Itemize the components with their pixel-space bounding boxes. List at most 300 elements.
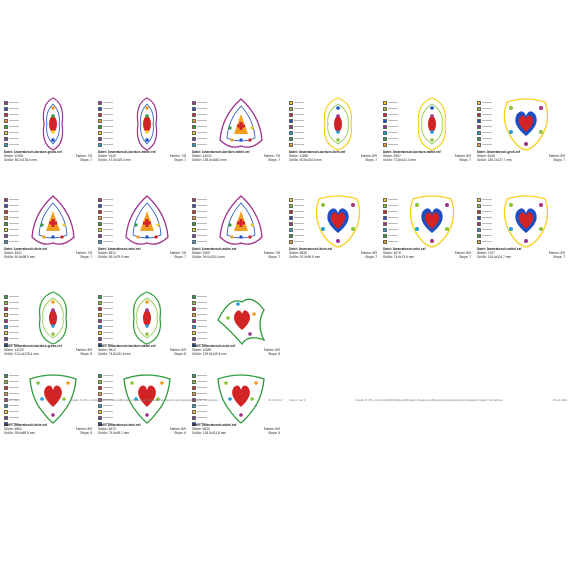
stop-count: Stops: 7 — [365, 157, 377, 162]
thread-color-swatch — [98, 142, 116, 147]
thread-color-swatch — [383, 197, 401, 202]
thread-color-swatch — [98, 330, 116, 335]
design-filename: Datei: 2marrakesch-bordure-mittel.exf — [98, 344, 156, 348]
stop-count: Stops: 7 — [268, 157, 280, 162]
design-filename: Datei: 3marrakesch-mini.exf — [383, 247, 426, 251]
thread-color-swatch — [98, 391, 116, 396]
thread-color-list — [98, 197, 116, 245]
stitch-count: Stiche: 5830 — [192, 426, 210, 431]
color-count: Farben: 7/8 — [169, 153, 186, 158]
thread-color-swatch — [383, 221, 401, 226]
design-filename: Datei: 3marrakesch-groß.exf — [477, 150, 521, 154]
thread-color-swatch — [289, 209, 307, 214]
embroidery-motif — [309, 96, 367, 152]
stitch-count: Stiche: 9612 — [98, 347, 116, 352]
thread-color-swatch — [383, 209, 401, 214]
design-info — [98, 345, 186, 357]
stitch-count: Stiche: 9140 — [98, 153, 116, 158]
thread-color-swatch — [4, 203, 22, 208]
thread-color-swatch — [192, 330, 210, 335]
thread-color-swatch — [98, 403, 116, 408]
embroidery-motif — [24, 193, 82, 249]
footer-source-path: Quelle: D:\FS_Jennifer\1\MNR\Stickerei\Bordalex-Kreationen\Marokkos\marrakesch-set\marrakesch applic Verzeichnis — [70, 398, 218, 402]
design-card — [188, 94, 280, 162]
stop-count: Stops: 7 — [174, 157, 186, 162]
design-filename: Datei: 1marrakesch-bordure-mittel.exf — [98, 150, 156, 154]
thread-color-list — [289, 197, 307, 245]
thread-color-swatch — [4, 142, 22, 147]
thread-color-swatch — [98, 118, 116, 123]
thread-color-list — [477, 100, 495, 148]
thread-color-swatch — [192, 385, 210, 390]
color-count: Farben: 8/9 — [548, 250, 565, 255]
color-count: Farben: 7/8 — [263, 153, 280, 158]
thread-color-swatch — [4, 215, 22, 220]
thread-color-swatch — [192, 336, 210, 341]
thread-color-swatch — [192, 233, 210, 238]
design-card — [473, 191, 565, 259]
design-info — [4, 151, 92, 163]
design-filename: Datei: 1marrakesch-bordure-mittel.exf — [192, 150, 250, 154]
color-count: Farben: 8/9 — [263, 347, 280, 352]
design-size: Größe: 95.6x89.5 mm — [4, 430, 36, 435]
thread-color-swatch — [4, 221, 22, 226]
thread-color-swatch — [4, 233, 22, 238]
stop-count: Stops: 7 — [365, 254, 377, 259]
stitch-count: Stiche: 11994 — [4, 153, 24, 158]
thread-color-swatch — [4, 385, 22, 390]
thread-color-swatch — [98, 312, 116, 317]
footer-page-number: Seite 2 von 2 — [289, 398, 306, 402]
thread-color-swatch — [477, 239, 495, 244]
embroidery-motif — [212, 369, 270, 425]
stitch-count: Stiche: 5635 — [289, 250, 307, 255]
thread-color-swatch — [98, 209, 116, 214]
thread-color-swatch — [98, 100, 116, 105]
thread-color-swatch — [289, 112, 307, 117]
thread-color-swatch — [383, 203, 401, 208]
thread-color-swatch — [477, 227, 495, 232]
thread-color-swatch — [98, 318, 116, 323]
embroidery-motif — [497, 96, 555, 152]
embroidery-motif — [212, 193, 270, 249]
design-size: Größe: 74.6x74.6 mm — [383, 254, 415, 259]
design-info — [289, 248, 377, 260]
thread-color-swatch — [192, 136, 210, 141]
stop-count: Stops: 8 — [268, 351, 280, 356]
thread-color-swatch — [192, 227, 210, 232]
design-size: Größe: 80.6x98.9 mm — [4, 254, 36, 259]
thread-color-swatch — [192, 124, 210, 129]
design-filename: Datei: 2marrakesch-klein.exf — [4, 423, 48, 427]
stop-count: Stops: 8 — [174, 430, 186, 435]
footer-date: 23.12.2012 — [552, 398, 567, 402]
thread-color-swatch — [192, 100, 210, 105]
color-count: Farben: 8/9 — [454, 153, 471, 158]
stop-count: Stops: 7 — [553, 157, 565, 162]
thread-color-list — [192, 197, 210, 245]
page-footer — [4, 398, 282, 402]
thread-color-swatch — [4, 391, 22, 396]
color-count: Farben: 7/8 — [75, 153, 92, 158]
thread-color-list — [4, 294, 22, 348]
thread-color-swatch — [4, 312, 22, 317]
embroidery-motif — [118, 369, 176, 425]
thread-color-swatch — [98, 385, 116, 390]
thread-color-swatch — [383, 142, 401, 147]
thread-color-swatch — [4, 100, 22, 105]
thread-color-swatch — [4, 409, 22, 414]
design-size: Größe: 99.0x120.4 mm — [192, 254, 225, 259]
stitch-count: Stiche: 8108 — [477, 153, 495, 158]
thread-color-swatch — [477, 142, 495, 147]
thread-color-swatch — [477, 130, 495, 135]
design-size: Größe: 74.8x131.6 mm — [98, 351, 131, 356]
thread-color-swatch — [98, 294, 116, 299]
embroidery-motif — [24, 290, 82, 346]
design-card — [285, 94, 377, 162]
thread-color-swatch — [4, 124, 22, 129]
design-size: Größe: 74.6x69.1 mm — [98, 430, 130, 435]
thread-color-swatch — [383, 100, 401, 105]
thread-color-swatch — [192, 324, 210, 329]
design-size: Größe: 60.8x154.6 mm — [289, 157, 322, 162]
thread-color-swatch — [4, 324, 22, 329]
thread-color-swatch — [192, 142, 210, 147]
thread-color-swatch — [98, 233, 116, 238]
color-count: Farben: 8/9 — [169, 347, 186, 352]
design-filename: Datei: 2marrakesch-mittel.exf — [192, 423, 237, 427]
thread-color-swatch — [192, 300, 210, 305]
thread-color-swatch — [192, 403, 210, 408]
embroidery-motif — [212, 290, 270, 346]
thread-color-swatch — [4, 130, 22, 135]
thread-color-swatch — [192, 379, 210, 384]
thread-color-swatch — [289, 227, 307, 232]
design-info — [192, 248, 280, 260]
thread-color-swatch — [98, 215, 116, 220]
thread-color-swatch — [192, 415, 210, 420]
design-filename: Datei: 3marrakesch-klein.exf — [289, 247, 333, 251]
thread-color-swatch — [4, 106, 22, 111]
thread-color-swatch — [477, 209, 495, 214]
thread-color-swatch — [477, 203, 495, 208]
thread-color-swatch — [289, 215, 307, 220]
design-size: Größe: 128.0x111.8 mm — [192, 430, 227, 435]
thread-color-swatch — [192, 209, 210, 214]
thread-color-swatch — [98, 336, 116, 341]
footer-source-path: Quelle: D:\FS_Jennifer\1\MNR\Stickerei\Bordalex-Kreationen\Marokkos\marrakesch-set\marrakesch applic Verzeichnis — [355, 398, 503, 402]
design-info — [98, 248, 186, 260]
stop-count: Stops: 8 — [80, 430, 92, 435]
thread-color-list — [383, 100, 401, 148]
design-card — [285, 191, 377, 259]
design-size: Größe: 115.4x114.7 mm — [477, 254, 512, 259]
thread-color-swatch — [98, 227, 116, 232]
embroidery-motif — [403, 193, 461, 249]
design-card — [94, 288, 186, 356]
design-filename: Datei: 2marrakesch-bordure-gross.exf — [4, 344, 62, 348]
color-count: Farben: 8/9 — [169, 426, 186, 431]
thread-color-swatch — [477, 124, 495, 129]
thread-color-swatch — [477, 215, 495, 220]
thread-color-swatch — [477, 112, 495, 117]
footer-page-number: Seite 1 von 2 — [4, 398, 21, 402]
footer-date: 23.12.2012 — [267, 398, 282, 402]
thread-color-swatch — [289, 203, 307, 208]
stitch-count: Stiche: 7107 — [477, 250, 495, 255]
design-filename: Datei: 3marrakesch-bordure-klein.exf — [289, 150, 346, 154]
color-count: Farben: 8/9 — [360, 153, 377, 158]
design-card — [379, 191, 471, 259]
color-count: Farben: 8/9 — [360, 250, 377, 255]
thread-color-swatch — [289, 239, 307, 244]
stop-count: Stops: 7 — [80, 157, 92, 162]
color-count: Farben: 8/9 — [548, 153, 565, 158]
thread-color-swatch — [477, 118, 495, 123]
thread-color-swatch — [98, 300, 116, 305]
thread-color-swatch — [192, 318, 210, 323]
color-count: Farben: 7/8 — [169, 250, 186, 255]
thread-color-swatch — [98, 124, 116, 129]
stitch-count: Stiche: 9169 — [192, 250, 210, 255]
thread-color-swatch — [477, 100, 495, 105]
design-card — [188, 191, 280, 259]
thread-color-swatch — [289, 136, 307, 141]
stop-count: Stops: 7 — [459, 157, 471, 162]
color-count: Farben: 8/9 — [75, 347, 92, 352]
thread-color-swatch — [383, 215, 401, 220]
thread-color-swatch — [289, 221, 307, 226]
thread-color-swatch — [383, 112, 401, 117]
embroidery-motif — [309, 193, 367, 249]
design-size: Größe: 47.5x149.0 mm — [98, 157, 131, 162]
thread-color-list — [98, 100, 116, 148]
design-filename: Datei: 2marrakesch-ecke.exf — [192, 344, 236, 348]
design-info — [383, 151, 471, 163]
thread-color-swatch — [98, 130, 116, 135]
design-size: Größe: 56.2x178.4 mm — [4, 157, 37, 162]
design-info — [289, 151, 377, 163]
thread-color-swatch — [289, 233, 307, 238]
design-filename: Datei: 3marrakesch-bordure-mittel.exf — [383, 150, 441, 154]
design-info — [383, 248, 471, 260]
design-filename: Datei: 2marrakesch-mini.exf — [98, 423, 141, 427]
thread-color-swatch — [4, 239, 22, 244]
thread-color-swatch — [383, 239, 401, 244]
thread-color-swatch — [4, 227, 22, 232]
design-info — [477, 248, 565, 260]
design-card — [0, 94, 92, 162]
thread-color-swatch — [289, 106, 307, 111]
design-filename: Datei: 3marrakesch-mittel.exf — [477, 247, 522, 251]
embroidery-motif — [24, 96, 82, 152]
thread-color-swatch — [192, 221, 210, 226]
thread-color-swatch — [383, 106, 401, 111]
embroidery-motif — [118, 290, 176, 346]
thread-color-swatch — [4, 318, 22, 323]
stop-count: Stops: 8 — [174, 351, 186, 356]
thread-color-swatch — [192, 312, 210, 317]
thread-color-swatch — [4, 300, 22, 305]
thread-color-swatch — [192, 130, 210, 135]
thread-color-swatch — [192, 306, 210, 311]
color-count: Farben: 8/9 — [263, 426, 280, 431]
thread-color-swatch — [192, 294, 210, 299]
thread-color-swatch — [98, 221, 116, 226]
thread-color-swatch — [477, 136, 495, 141]
thread-color-swatch — [192, 197, 210, 202]
thread-color-list — [192, 294, 210, 348]
design-size: Größe: 129.5x149.4 mm — [192, 351, 227, 356]
thread-color-swatch — [98, 203, 116, 208]
thread-color-swatch — [4, 415, 22, 420]
stop-count: Stops: 8 — [80, 351, 92, 356]
design-card — [188, 288, 280, 356]
stitch-count: Stiche: 5512 — [98, 250, 116, 255]
design-info — [192, 424, 280, 436]
thread-color-swatch — [4, 306, 22, 311]
thread-color-swatch — [98, 136, 116, 141]
design-card — [0, 288, 92, 356]
thread-color-swatch — [289, 142, 307, 147]
thread-color-swatch — [98, 112, 116, 117]
embroidery-motif — [403, 96, 461, 152]
thread-color-swatch — [477, 106, 495, 111]
thread-color-list — [4, 100, 22, 148]
design-size: Größe: 72.6x141.0 mm — [383, 157, 416, 162]
thread-color-swatch — [192, 409, 210, 414]
thread-color-swatch — [192, 203, 210, 208]
design-info — [4, 424, 92, 436]
thread-color-swatch — [383, 124, 401, 129]
thread-color-list — [383, 197, 401, 245]
thread-color-swatch — [4, 209, 22, 214]
thread-color-swatch — [98, 409, 116, 414]
thread-color-swatch — [289, 197, 307, 202]
thread-color-swatch — [289, 118, 307, 123]
design-info — [477, 151, 565, 163]
design-filename: Datei: 1marrakesch-mittel.exf — [192, 247, 237, 251]
stop-count: Stops: 7 — [174, 254, 186, 259]
thread-color-swatch — [4, 118, 22, 123]
thread-color-list — [98, 294, 116, 348]
embroidery-motif — [212, 96, 270, 152]
thread-color-swatch — [98, 239, 116, 244]
thread-color-swatch — [4, 336, 22, 341]
stop-count: Stops: 7 — [268, 254, 280, 259]
thread-color-swatch — [98, 197, 116, 202]
thread-color-swatch — [289, 130, 307, 135]
thread-color-swatch — [192, 215, 210, 220]
thread-color-swatch — [4, 112, 22, 117]
design-card — [94, 94, 186, 162]
design-info — [98, 151, 186, 163]
stop-count: Stops: 7 — [553, 254, 565, 259]
thread-color-swatch — [98, 324, 116, 329]
thread-color-swatch — [192, 391, 210, 396]
thread-color-swatch — [4, 197, 22, 202]
thread-color-swatch — [383, 136, 401, 141]
color-count: Farben: 8/9 — [454, 250, 471, 255]
design-info — [4, 345, 92, 357]
design-size: Größe: 101.4x178.4 mm — [4, 351, 39, 356]
design-info — [4, 248, 92, 260]
thread-color-list — [4, 197, 22, 245]
design-size: Größe: 150.1x127.7 mm — [477, 157, 512, 162]
design-size: Größe: 139.5x168.0 mm — [192, 157, 227, 162]
stop-count: Stops: 7 — [80, 254, 92, 259]
stitch-count: Stiche: 6962 — [4, 426, 22, 431]
embroidery-motif — [118, 193, 176, 249]
design-card — [473, 94, 565, 162]
stitch-count: Stiche: 8341 — [4, 250, 22, 255]
thread-color-swatch — [4, 136, 22, 141]
thread-color-swatch — [383, 233, 401, 238]
thread-color-swatch — [192, 118, 210, 123]
thread-color-list — [289, 100, 307, 148]
thread-color-swatch — [477, 197, 495, 202]
thread-color-swatch — [98, 373, 116, 378]
thread-color-list — [477, 197, 495, 245]
thread-color-list — [192, 100, 210, 148]
stitch-count: Stiche: 14610 — [192, 153, 212, 158]
design-card — [0, 191, 92, 259]
thread-color-swatch — [192, 373, 210, 378]
thread-color-swatch — [383, 118, 401, 123]
embroidery-motif — [24, 369, 82, 425]
thread-color-swatch — [4, 403, 22, 408]
design-info — [192, 345, 280, 357]
design-filename: Datei: 1marrakesch-klein.exf — [4, 247, 48, 251]
design-card — [379, 94, 471, 162]
design-info — [98, 424, 186, 436]
thread-color-swatch — [98, 106, 116, 111]
thread-color-swatch — [4, 379, 22, 384]
stitch-count: Stiche: 13229 — [4, 347, 24, 352]
design-info — [192, 151, 280, 163]
stitch-count: Stiche: 11880 — [289, 153, 309, 158]
thread-color-swatch — [289, 100, 307, 105]
thread-color-swatch — [477, 221, 495, 226]
color-count: Farben: 8/9 — [75, 426, 92, 431]
color-count: Farben: 7/8 — [75, 250, 92, 255]
embroidery-motif — [497, 193, 555, 249]
stitch-count: Stiche: 5357 — [383, 153, 401, 158]
thread-color-swatch — [4, 373, 22, 378]
thread-color-swatch — [98, 415, 116, 420]
color-count: Farben: 7/8 — [263, 250, 280, 255]
page-footer — [289, 398, 567, 402]
design-filename: Datei: 1marrakesch-mini.exf — [98, 247, 141, 251]
design-size: Größe: 91.0x99.9 mm — [289, 254, 321, 259]
catalog-page-2 — [285, 0, 570, 570]
stitch-count: Stiche: 4678 — [383, 250, 401, 255]
stop-count: Stops: 7 — [459, 254, 471, 259]
thread-color-swatch — [4, 294, 22, 299]
stop-count: Stops: 8 — [268, 430, 280, 435]
design-card — [94, 191, 186, 259]
thread-color-swatch — [4, 330, 22, 335]
design-size: Größe: 65.1x79.9 mm — [98, 254, 130, 259]
design-filename: Datei: 1marrakesch-bordure-gross.exf — [4, 150, 62, 154]
embroidery-motif — [118, 96, 176, 152]
thread-color-swatch — [289, 124, 307, 129]
stitch-count: Stiche: 4879 — [98, 426, 116, 431]
thread-color-swatch — [98, 306, 116, 311]
thread-color-swatch — [192, 239, 210, 244]
stitch-count: Stiche: 11890 — [192, 347, 212, 352]
